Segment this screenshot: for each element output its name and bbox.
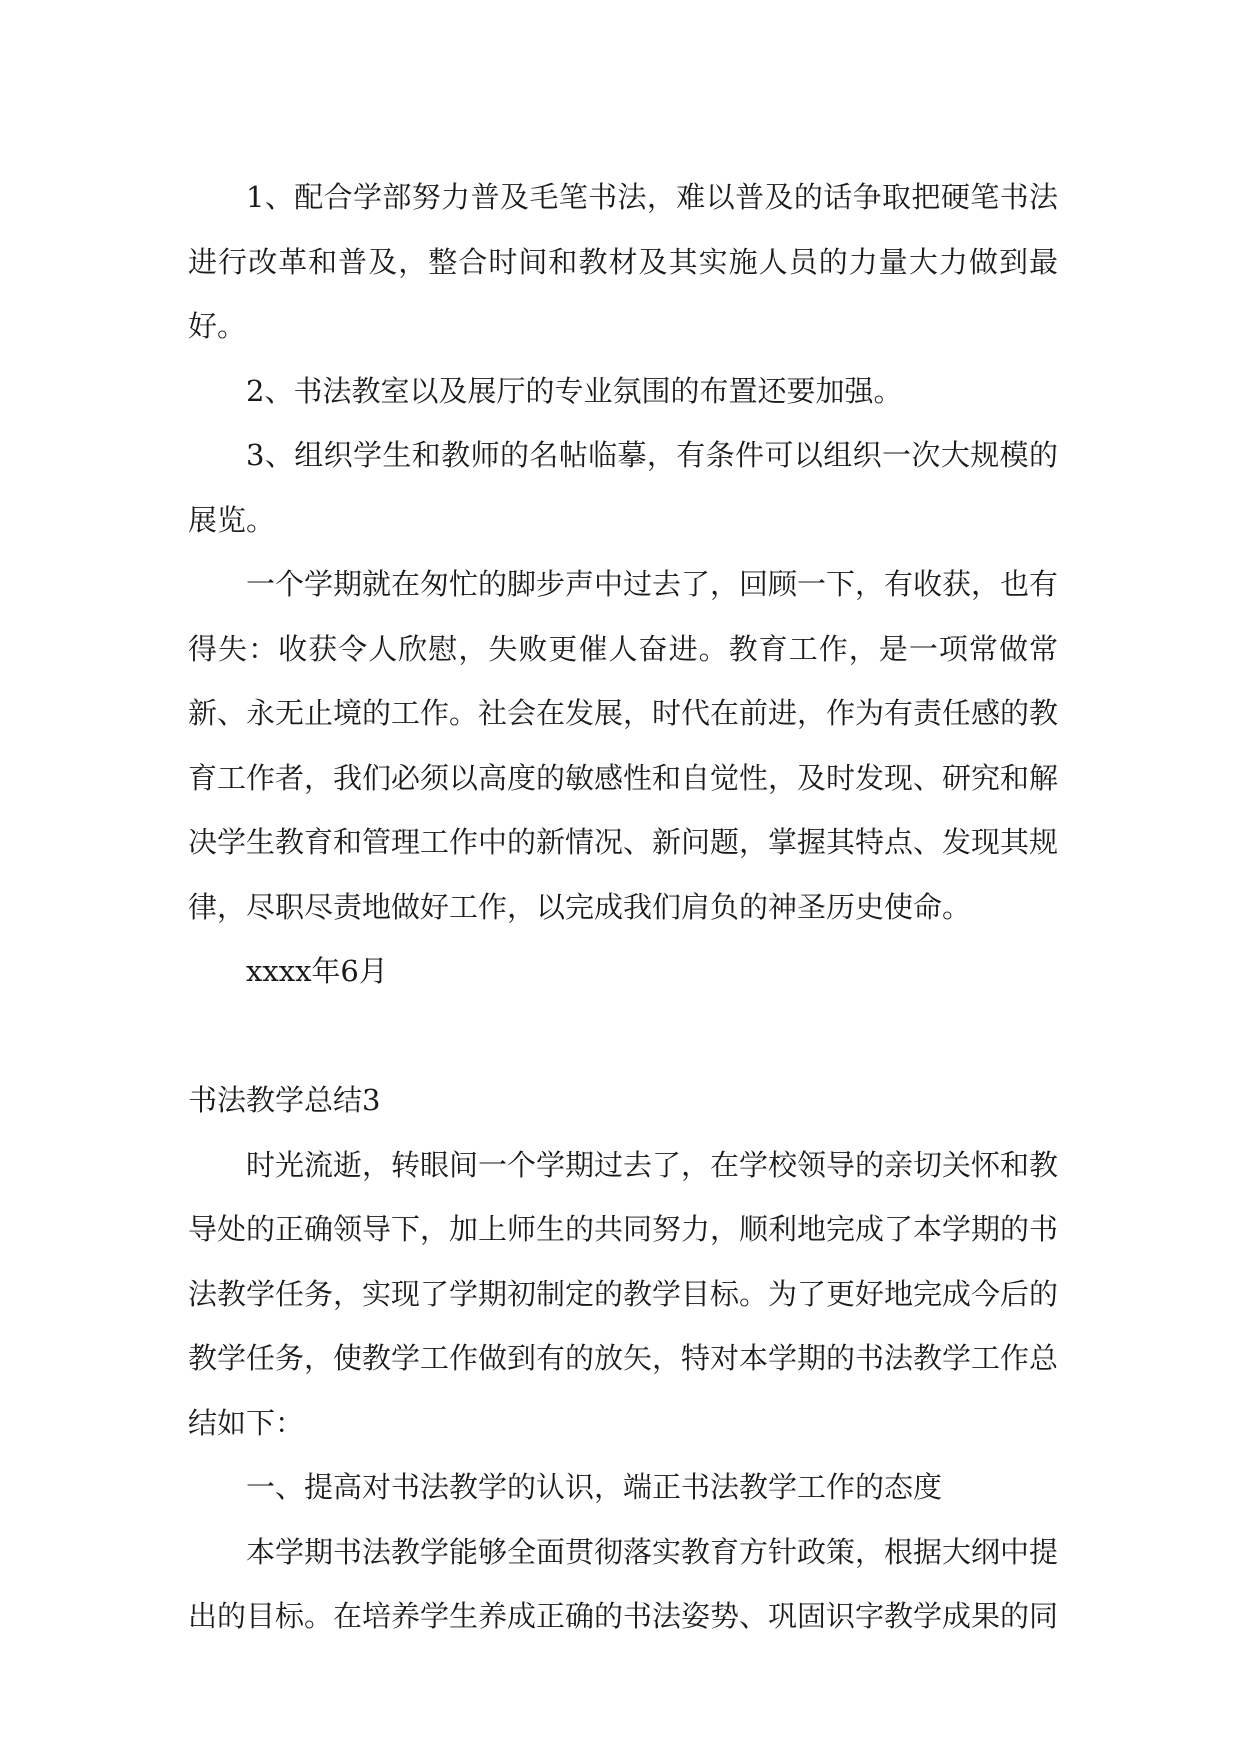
paragraph-body: 本学期书法教学能够全面贯彻落实教育方针政策，根据大纲中提出的目标。在培养学生养成正确的书法姿势、巩固识字教学成果的同	[188, 1534, 1059, 1633]
section-heading: 书法教学总结3	[188, 1083, 381, 1117]
paragraph-reflection: 一个学期就在匆忙的脚步声中过去了，回顾一下，有收获，也有得失：收获令人欣慰，失败更催人奋进。教育工作，是一项常做常新、永无止境的工作。社会在发展，时代在前进，作为有责任感的教育工作者，我们必须以高度的敏感性和自觉性，及时发现、研究和解决学生教育和管理工作中的新情况、新问题，掌握其特点、发现其规律，尽职尽责地做好工作，以完成我们肩负的神圣历史使命。	[188, 567, 1059, 924]
paragraph-item-3: 3、组织学生和教师的名帖临摹，有条件可以组织一次大规模的展览。	[188, 438, 1058, 537]
section-spacer	[188, 1004, 1058, 1069]
date-line: xxxx年6月	[246, 954, 388, 988]
paragraph-item-2: 2、书法教室以及展厅的专业氛围的布置还要加强。	[246, 373, 903, 408]
document-body	[188, 165, 1058, 1649]
paragraph-intro: 时光流逝，转眼间一个学期过去了，在学校领导的亲切关怀和教导处的正确领导下，加上师生的共同努力，顺利地完成了本学期的书法教学任务，实现了学期初制定的教学目标。为了更好地完成今后的教学任务，使教学工作做到有的放矢，特对本学期的书法教学工作总结如下：	[188, 1147, 1059, 1440]
paragraph-item-1: 1、配合学部努力普及毛笔书法，难以普及的话争取把硬笔书法进行改革和普及，整合时间和教材及其实施人员的力量大力做到最好。	[188, 180, 1058, 343]
subheading-one: 一、提高对书法教学的认识，端正书法教学工作的态度	[246, 1470, 943, 1504]
